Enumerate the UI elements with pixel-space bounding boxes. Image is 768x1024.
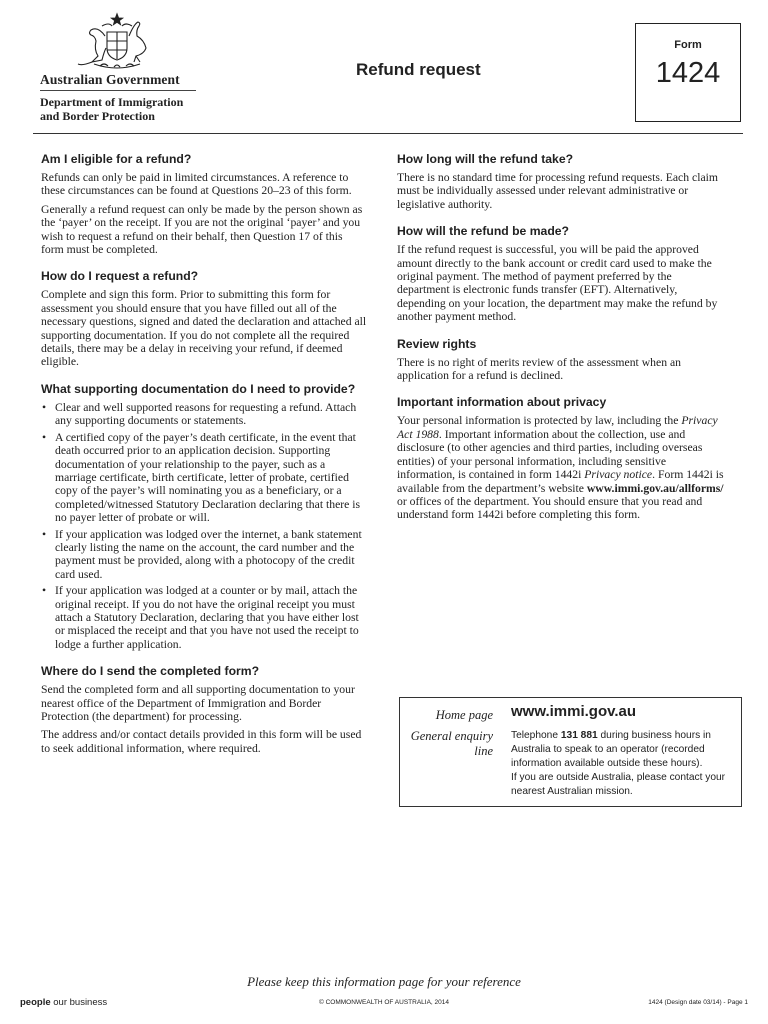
- keep-page-note: Please keep this information page for your reference: [247, 974, 521, 989]
- privacy-paragraph: [397, 414, 727, 521]
- review-rights-heading: Review rights: [397, 336, 477, 351]
- payment-method-heading: How will the refund be made?: [397, 224, 569, 239]
- review-rights-paragraph: There is no right of merits review of the assessment when an application for a refund is declined.: [397, 355, 681, 383]
- forms-url-link[interactable]: www.immi.gov.au/allforms/: [586, 481, 724, 495]
- phone-number: 131 881: [560, 730, 598, 741]
- form-number-box: [635, 23, 741, 122]
- request-section: [41, 269, 368, 368]
- send-section: [41, 664, 368, 755]
- contact-info-box: [399, 697, 742, 807]
- request-heading: How do I request a refund?: [41, 269, 199, 284]
- document-title: Refund request: [356, 60, 481, 79]
- eligibility-paragraph-2: Generally a refund request can only be made by the person shown as the ‘payer’ on the receipt. If you are not the original ‘payer’ and you wish to request a refund on their behalf, then Question 17 of this form must be completed.: [41, 202, 363, 257]
- privacy-heading: Important information about privacy: [397, 395, 607, 410]
- documentation-list: [41, 401, 368, 651]
- logo-divider: [40, 90, 196, 91]
- processing-time-heading: How long will the refund take?: [397, 152, 574, 166]
- overseas-text: If you are outside Australia, please contact your nearest Australian mission.: [511, 772, 726, 797]
- right-column: [397, 152, 727, 535]
- list-item: • If your application was lodged at a counter or by mail, attach the original receipt. If you do not have the original receipt you must attach a Statutory Declaration, declaring that you have either lost or misplaced the receipt and that you have not used the receipt to lodge a further application.: [41, 584, 368, 651]
- department-name-line-2: and Border Protection: [40, 109, 155, 123]
- form-number: 1424: [655, 57, 721, 89]
- privacy-text: Your personal information is protected by law, including the: [397, 414, 682, 428]
- processing-time-paragraph: There is no standard time for processing refund requests. Each claim must be individually assessed under relevant administrative or legislative authority.: [397, 171, 718, 211]
- enquiry-line-label: General enquiry line: [410, 729, 493, 758]
- privacy-act-name: Privacy Act 1988: [397, 414, 718, 441]
- privacy-text: . Important information about the collection, use and disclosure (to other agencies and third parties, including overseas entities) of your personal information, including sensitive information, is contained in form 1442i: [397, 427, 703, 482]
- header-divider: [33, 133, 743, 134]
- home-page-link[interactable]: www.immi.gov.au: [511, 703, 637, 720]
- privacy-section: [397, 395, 727, 521]
- processing-time-section: [397, 152, 727, 211]
- send-paragraph-2: The address and/or contact details provided in this form will be used to seek additional information, where required.: [41, 728, 362, 755]
- brand-bold-text: people: [20, 997, 51, 1008]
- payment-method-paragraph: If the refund request is successful, you will be paid the approved amount directly to the bank account or credit card used to make the original payment. The method of payment preferred by the department is electronic funds transfer (EFT). Alternatively, depending on your location, the department may make the refund by another payment method.: [397, 243, 718, 324]
- left-column: [41, 152, 368, 768]
- send-paragraph-1: Send the completed form and all supporting documentation to your nearest office of the Department of Immigration and Border Protection (the department) for processing.: [41, 683, 355, 723]
- government-name: Australian Government: [40, 72, 180, 87]
- list-item: • Clear and well supported reasons for requesting a refund. Attach any supporting documents or statements.: [41, 401, 368, 428]
- list-item: • If your application was lodged over the internet, a bank statement clearly listing the name on the account, the card number and the payment must be provided, along with a photocopy of the credit card used.: [41, 528, 368, 582]
- footer-copyright: © COMMONWEALTH OF AUSTRALIA, 2014: [319, 999, 449, 1006]
- review-rights-section: [397, 337, 727, 383]
- request-paragraph: Complete and sign this form. Prior to submitting this form for assessment you should ensure that you have filled out all of the necessary questions, signed and dated the declaration and attached all supporting documentation. If you do not complete all the required details, there may be a delay in receiving your refund, if deemed eligible.: [41, 288, 367, 369]
- enquiry-line-text: [511, 729, 736, 799]
- eligibility-paragraph-1: Refunds can only be paid in limited circumstances. A reference to these circumstances can be found at Questions 20–23 of this form.: [41, 171, 352, 198]
- privacy-text: or offices of the department. You should ensure that you read and understand form 1442i before completing this form.: [397, 494, 703, 522]
- brand-text: our business: [50, 997, 108, 1008]
- footer-page-info: 1424 (Design date 03/14) - Page 1: [648, 999, 748, 1006]
- department-name-line-1: Department of Immigration: [40, 95, 184, 109]
- eligibility-section: [41, 152, 368, 256]
- enquiry-text: during business hours in Australia to speak to an operator (recorded information available outside these hours).: [511, 730, 711, 769]
- documentation-heading: What supporting documentation do I need to provide?: [41, 381, 356, 396]
- documentation-section: [41, 382, 368, 651]
- privacy-notice-name: Privacy notice: [584, 468, 653, 482]
- send-heading: Where do I send the completed form?: [41, 664, 260, 679]
- enquiry-text: Telephone: [511, 730, 561, 741]
- privacy-text: . Form 1442i is available from the department’s website: [397, 468, 724, 495]
- coat-of-arms-logo: [74, 12, 160, 74]
- list-item: • A certified copy of the payer’s death certificate, in the event that death occurred prior to an application decision. Supporting documentation of your relationship to the payer, such as a marriage certificate, birth certificate, letter of probate, certified copy of the payer’s will nominating you as a beneficiary, or a completed/witnessed Statutory Declaration declaring that there is no payer letter of probate or will.: [41, 431, 368, 525]
- home-page-label: Home page: [435, 708, 493, 722]
- form-label: Form: [674, 39, 702, 51]
- eligibility-heading: Am I eligible for a refund?: [41, 152, 192, 166]
- payment-method-section: [397, 224, 727, 323]
